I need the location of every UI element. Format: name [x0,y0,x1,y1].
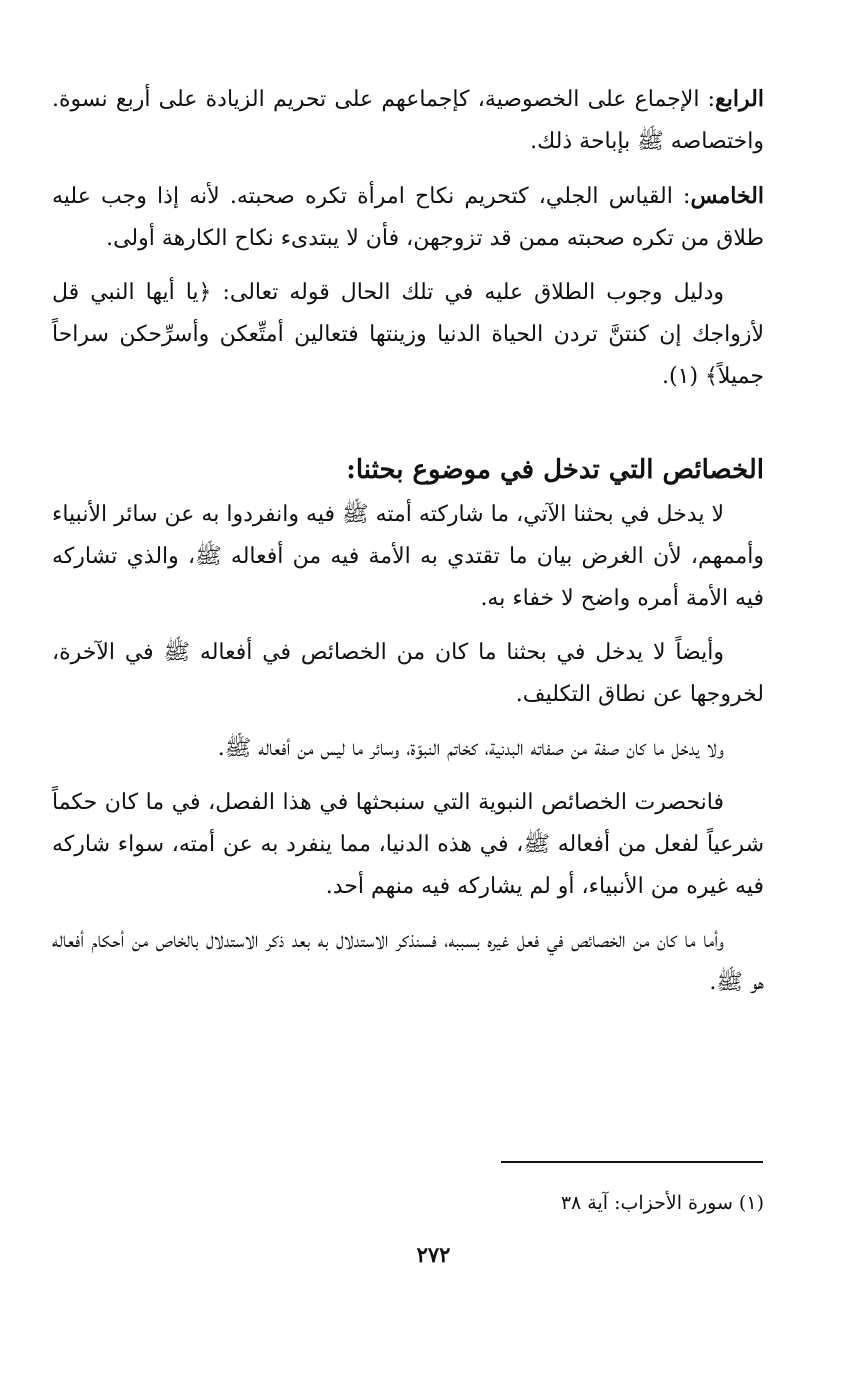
paragraph-fifth [52,175,764,260]
paragraph-5: وأما ما كان من الخصائص في فعل غيره بسببه، فسنذكر الاستدلال به بعد ذكر الاستدلال بالخاص من أحكام أفعاله هو ﷺ. [52,928,764,995]
page-body [52,78,764,1004]
paragraph-fifth-lead: الخامس [690,183,764,209]
paragraph-1: لا يدخل في بحثنا الآتي، ما شاركته أمته ﷺ فيه وانفردوا به عن سائر الأنبياء وأممهم، لأن الغرض بيان ما تقتدي به الأمة فيه من أفعاله ﷺ، والذي تشاركه فيه الأمة أمره واضح لا خفاء به. [52,502,764,611]
paragraph-fourth-lead: الرابع [715,86,764,112]
paragraph-2: وأيضاً لا يدخل في بحثنا ما كان من الخصائص في أفعاله ﷺ في الآخرة، لخروجها عن نطاق التكليف. [52,640,764,707]
paragraph-evidence: ودليل وجوب الطلاق عليه في تلك الحال قوله تعالى: ﴿يا أيها النبي قل لأزواجك إن كنتنَّ تردن الحياة الدنيا وزينتها فتعالين أمتِّعكن وأسرِّحكن سراحاً جميلاً﴾ (١). [52,280,764,389]
paragraph-fourth [52,78,764,163]
page-number: ٢٧٢ [416,1242,451,1267]
paragraph-3: ولا يدخل ما كان صفة من صفاته البدنية، كخاتم النبوّة، وسائر ما ليس من أفعاله ﷺ. [217,736,724,761]
footnote: (١) سورة الأحزاب: آية ٣٨ [560,1192,764,1214]
footnote-divider [501,1161,763,1163]
paragraph-4: فانحصرت الخصائص النبوية التي سنبحثها في هذا الفصل، في ما كان حكماً شرعياً لفعل من أفعاله ﷺ، في هذه الدنيا، مما ينفرد به عن أمته، سواء شاركه فيه غيره من الأنبياء، أو لم يشاركه فيه منهم أحد. [52,790,764,899]
paragraph-fifth-text: : القياس الجلي، كتحريم نكاح امرأة تكره صحبته. لأنه إذا وجب عليه طلاق من تكره صحبته ممن قد تزوجهن، فأن لا يبتدىء نكاح الكارهة أولى. [52,184,764,251]
section-heading: الخصائص التي تدخل في موضوع بحثنا: [346,455,764,485]
paragraph-fourth-text: : الإجماع على الخصوصية، كإجماعهم على تحريم الزيادة على أربع نسوة. واختصاصه ﷺ بإباحة ذلك. [52,87,764,154]
